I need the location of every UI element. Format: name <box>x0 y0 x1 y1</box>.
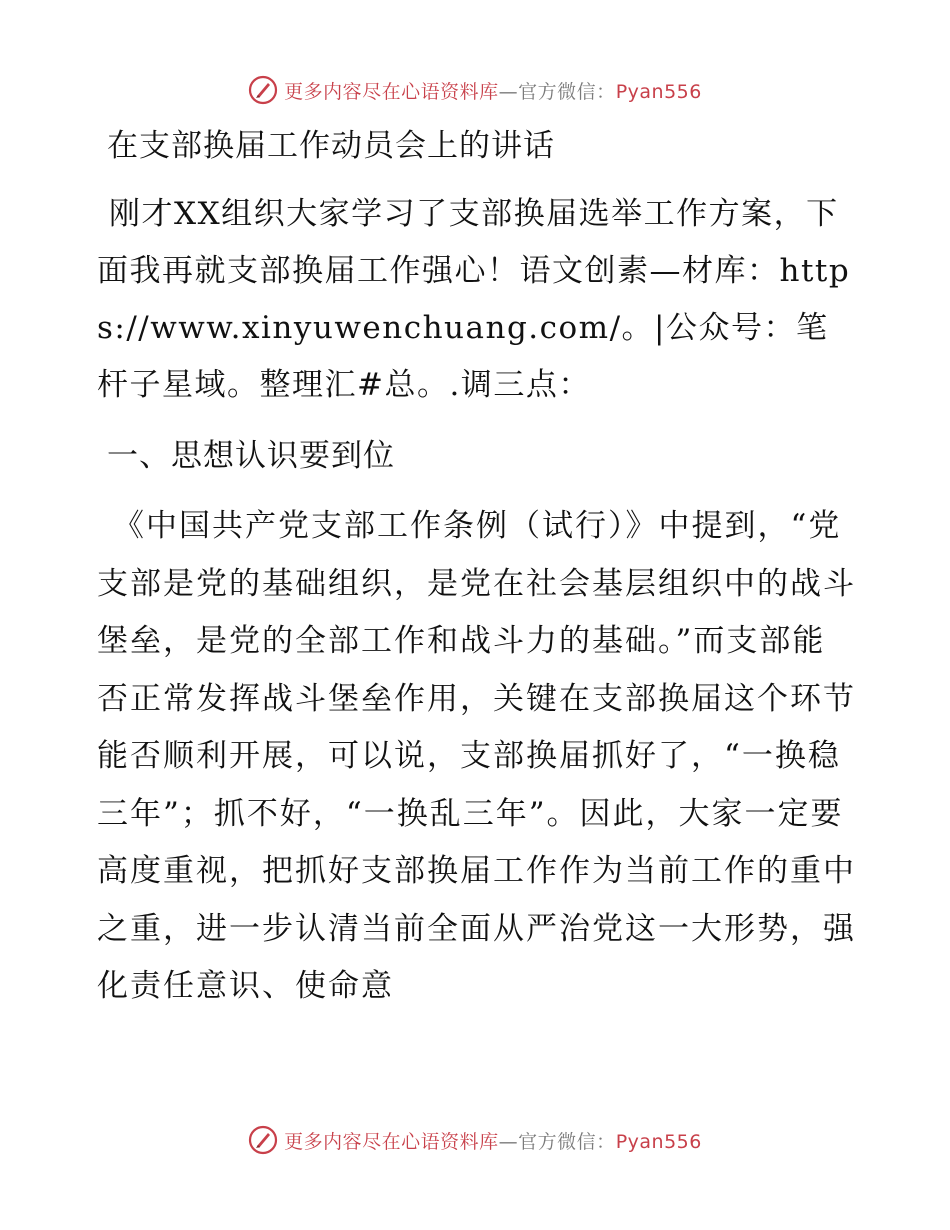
footer-banner-label: —官方微信： <box>498 1130 616 1153</box>
quill-pen-icon <box>248 1125 278 1155</box>
intro-paragraph: 刚才XX组织大家学习了支部换届选举工作方案，下面我再就支部换届工作强心！语文创素—材库：https://www.xinyuwenchuang.com/。|公众号：笔杆子星域。整理汇#总。.调三点： <box>97 196 851 403</box>
header-banner-brand: 更多内容尽在心语资料库 <box>284 80 499 103</box>
footer-banner-text <box>284 1127 702 1154</box>
footer-watermark-banner <box>0 1122 950 1158</box>
section-1-heading: 一、思想认识要到位 <box>107 438 395 474</box>
quill-pen-icon <box>248 75 278 105</box>
header-banner-label: —官方微信： <box>498 80 616 103</box>
header-watermark-banner <box>0 72 950 108</box>
document-title: 在支部换届工作动员会上的讲话 <box>107 128 555 164</box>
footer-banner-brand: 更多内容尽在心语资料库 <box>284 1130 499 1153</box>
header-banner-text <box>284 77 702 104</box>
section-1-paragraph: 《中国共产党支部工作条例（试行）》中提到，“党支部是党的基础组织，是党在社会基层组织中的战斗堡垒，是党的全部工作和战斗力的基础。”而支部能否正常发挥战斗堡垒作用，关键在支部换届这个环节能否顺利开展，可以说，支部换届抓好了，“一换稳三年”；抓不好，“一换乱三年”。因此，大家一定要高度重视，把抓好支部换届工作作为当前工作的重中之重，进一步认清当前全面从严治党这一大形势，强化责任意识、使命意 <box>97 508 856 1004</box>
document-body <box>97 118 857 1016</box>
footer-banner-id: Pyan556 <box>615 1130 702 1153</box>
header-banner-id: Pyan556 <box>615 80 702 103</box>
